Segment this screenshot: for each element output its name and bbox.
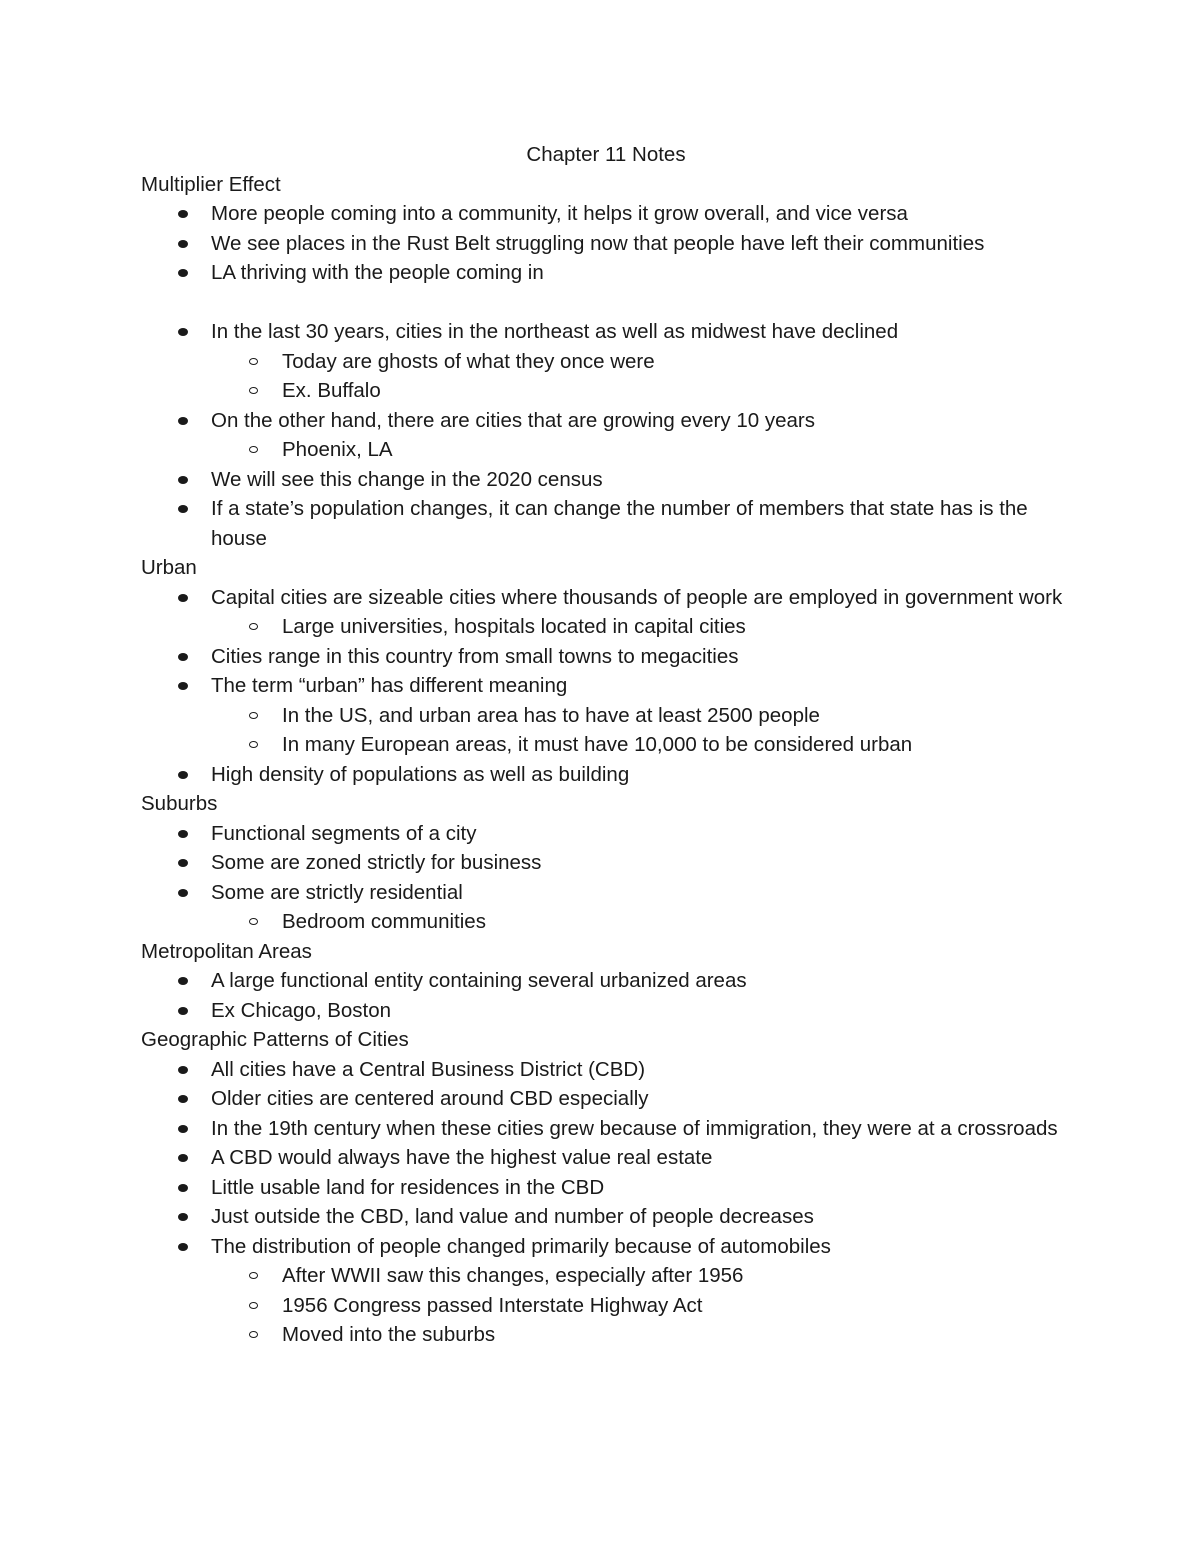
- list-item-text: In many European areas, it must have 10,000 to be considered urban: [282, 733, 913, 756]
- sub-list-item: [141, 1291, 1071, 1321]
- filled-bullet-icon: [178, 1007, 188, 1015]
- hollow-bullet-icon: [249, 387, 258, 394]
- filled-bullet-icon: [178, 1154, 188, 1162]
- filled-bullet-icon: [178, 859, 188, 867]
- list-item-text: The distribution of people changed primarily because of automobiles: [211, 1234, 831, 1258]
- list-item: [141, 258, 1071, 288]
- list-item-text: Older cities are centered around CBD especially: [211, 1087, 649, 1110]
- section-heading: Multiplier Effect: [141, 172, 281, 196]
- filled-bullet-icon: [178, 889, 188, 897]
- list-item-text: All cities have a Central Business District (CBD): [211, 1057, 646, 1081]
- sub-list-item: [141, 376, 1071, 406]
- list-item: [141, 1114, 1071, 1144]
- bullet-list: [141, 199, 1071, 553]
- filled-bullet-icon: [178, 977, 188, 985]
- filled-bullet-icon: [178, 1095, 188, 1103]
- section-heading: Urban: [141, 556, 197, 579]
- list-item: [141, 1232, 1071, 1262]
- list-item: [141, 878, 1071, 908]
- sub-list-item: [141, 730, 1071, 760]
- list-item: [141, 966, 1071, 996]
- sub-list-item: [141, 612, 1071, 642]
- list-item-text: In the last 30 years, cities in the northeast as well as midwest have declined: [211, 320, 899, 343]
- list-item: [141, 317, 1071, 347]
- hollow-bullet-icon: [249, 446, 258, 453]
- list-item: [141, 819, 1071, 849]
- list-item-text: Moved into the suburbs: [282, 1323, 496, 1346]
- list-item-text: High density of populations as well as building: [211, 762, 630, 786]
- list-item-text: We will see this change in the 2020 census: [211, 467, 603, 491]
- document-title: Chapter 11 Notes: [526, 143, 686, 166]
- list-item-text: A CBD would always have the highest value real estate: [211, 1146, 713, 1169]
- list-item-text: Large universities, hospitals located in capital cities: [282, 615, 746, 638]
- bullet-list: [141, 966, 1071, 1025]
- list-item-text: Little usable land for residences in the CBD: [211, 1175, 605, 1199]
- document-content: [141, 140, 1071, 1350]
- bullet-list: [141, 583, 1071, 790]
- list-item: [141, 494, 1071, 553]
- section-heading: Metropolitan Areas: [141, 939, 312, 963]
- list-item: [141, 465, 1071, 495]
- list-item-text: We see places in the Rust Belt struggling now that people have left their communities: [211, 231, 985, 255]
- list-item-text: Bedroom communities: [282, 910, 486, 933]
- list-item: [141, 671, 1071, 701]
- sub-list-item: [141, 701, 1071, 731]
- list-item-text: More people coming into a community, it helps it grow overall, and vice versa: [211, 202, 908, 225]
- filled-bullet-icon: [178, 417, 188, 425]
- sub-list-item: [141, 1320, 1071, 1350]
- list-item: [141, 199, 1071, 229]
- filled-bullet-icon: [178, 240, 188, 248]
- list-item: [141, 1055, 1071, 1085]
- sub-list-item: [141, 435, 1071, 465]
- list-item-text: On the other hand, there are cities that are growing every 10 years: [211, 408, 815, 432]
- filled-bullet-icon: [178, 771, 188, 779]
- sub-list-item: [141, 907, 1071, 937]
- list-item-text: Cities range in this country from small towns to megacities: [211, 644, 739, 668]
- filled-bullet-icon: [178, 1213, 188, 1221]
- list-item: [141, 229, 1071, 259]
- hollow-bullet-icon: [249, 623, 258, 630]
- list-item-text: The term “urban” has different meaning: [211, 674, 568, 697]
- list-item: [141, 1202, 1071, 1232]
- filled-bullet-icon: [178, 1066, 188, 1074]
- list-item-text: In the US, and urban area has to have at least 2500 people: [282, 703, 820, 727]
- list-item: [141, 848, 1071, 878]
- sub-list-item: [141, 347, 1071, 377]
- list-item: [141, 1143, 1071, 1173]
- hollow-bullet-icon: [249, 918, 258, 925]
- list-item-text: Ex Chicago, Boston: [211, 998, 392, 1022]
- filled-bullet-icon: [178, 1125, 188, 1133]
- section-heading: Suburbs: [141, 792, 218, 815]
- sub-list-item: [141, 1261, 1071, 1291]
- list-item-text: Functional segments of a city: [211, 821, 477, 845]
- list-item-text: 1956 Congress passed Interstate Highway Act: [282, 1293, 703, 1317]
- filled-bullet-icon: [178, 682, 188, 690]
- hollow-bullet-icon: [249, 741, 258, 748]
- bullet-list: [141, 1055, 1071, 1350]
- list-item-text: Ex. Buffalo: [282, 379, 381, 402]
- list-item-text: Capital cities are sizeable cities where thousands of people are employed in government work: [211, 585, 1063, 609]
- list-item-text: Some are strictly residential: [211, 880, 463, 904]
- hollow-bullet-icon: [249, 1331, 258, 1338]
- list-item: [141, 583, 1071, 613]
- list-item: [141, 642, 1071, 672]
- filled-bullet-icon: [178, 328, 188, 336]
- list-item: [141, 996, 1071, 1026]
- filled-bullet-icon: [178, 1184, 188, 1192]
- list-item-text: Just outside the CBD, land value and number of people decreases: [211, 1205, 814, 1228]
- sections-container: [141, 170, 1071, 1350]
- list-item: [141, 1084, 1071, 1114]
- list-item-text: If a state’s population changes, it can change the number of members that state has is the house: [211, 497, 1028, 550]
- section-heading: Geographic Patterns of Cities: [141, 1028, 409, 1051]
- hollow-bullet-icon: [249, 712, 258, 719]
- filled-bullet-icon: [178, 830, 188, 838]
- list-item: [141, 760, 1071, 790]
- hollow-bullet-icon: [249, 1302, 258, 1309]
- hollow-bullet-icon: [249, 1272, 258, 1279]
- list-item: [141, 1173, 1071, 1203]
- filled-bullet-icon: [178, 594, 188, 602]
- filled-bullet-icon: [178, 505, 188, 513]
- list-item-text: Today are ghosts of what they once were: [282, 349, 655, 373]
- filled-bullet-icon: [178, 269, 188, 277]
- hollow-bullet-icon: [249, 358, 258, 365]
- filled-bullet-icon: [178, 653, 188, 661]
- bullet-list: [141, 819, 1071, 937]
- list-item: [141, 406, 1071, 436]
- blank-line: [141, 288, 1071, 318]
- filled-bullet-icon: [178, 210, 188, 218]
- list-item-text: A large functional entity containing several urbanized areas: [211, 969, 747, 992]
- filled-bullet-icon: [178, 476, 188, 484]
- list-item-text: Phoenix, LA: [282, 438, 393, 461]
- list-item-text: LA thriving with the people coming in: [211, 261, 544, 284]
- list-item-text: After WWII saw this changes, especially after 1956: [282, 1264, 744, 1287]
- filled-bullet-icon: [178, 1243, 188, 1251]
- list-item-text: Some are zoned strictly for business: [211, 851, 542, 874]
- list-item-text: In the 19th century when these cities grew because of immigration, they were at a crossroads: [211, 1116, 1058, 1140]
